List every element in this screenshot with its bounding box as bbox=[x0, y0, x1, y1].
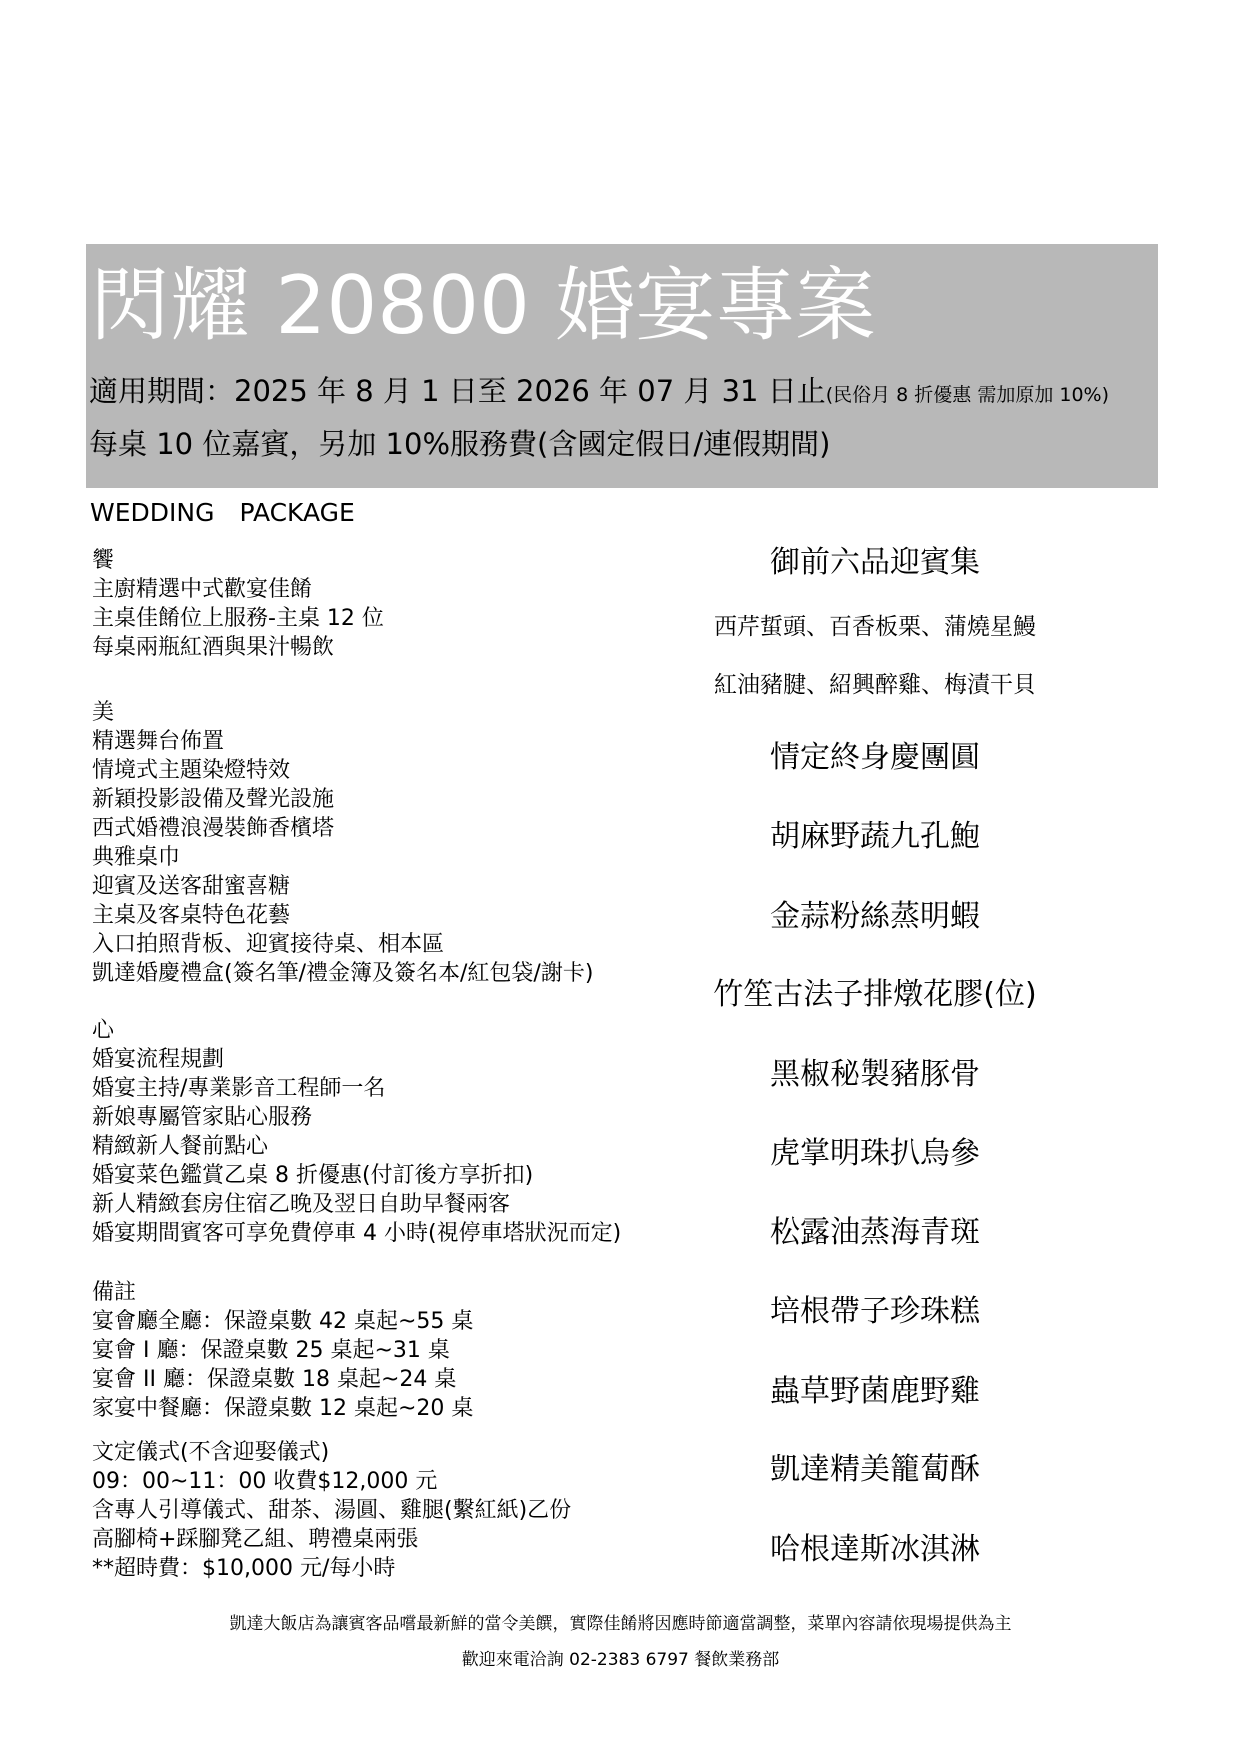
section-heading: 心 bbox=[92, 1018, 115, 1043]
footer-contact: 歡迎來電洽詢 02-2383 6797 餐飲業務部 bbox=[461, 1650, 780, 1670]
list-item: 婚宴期間賓客可享免費停車 4 小時(視停車塔狀況而定) bbox=[92, 1221, 622, 1246]
list-item: 含專人引導儀式、甜茶、湯圓、雞腿(繫紅紙)乙份 bbox=[92, 1498, 572, 1523]
section-notes bbox=[92, 1278, 473, 1423]
list-item: 宴會廳全廳：保證桌數 42 桌起~55 桌 bbox=[92, 1309, 474, 1334]
package-label: WEDDING PACKAGE bbox=[90, 498, 355, 527]
menu-dish: 情定終身慶團圓 bbox=[770, 740, 980, 775]
menu-dish: 虎掌明珠扒烏參 bbox=[770, 1136, 980, 1171]
menu-dish: 蟲草野菌鹿野雞 bbox=[770, 1374, 980, 1409]
list-item: 西式婚禮浪漫裝飾香檳塔 bbox=[92, 816, 335, 841]
menu-dish: 凱達精美籠蔔酥 bbox=[770, 1452, 980, 1487]
list-item: 主廚精選中式歡宴佳餚 bbox=[92, 577, 313, 602]
list-item: 情境式主題染燈特效 bbox=[92, 758, 291, 783]
section-heading: 文定儀式(不含迎娶儀式) bbox=[92, 1440, 330, 1465]
section-engagement bbox=[92, 1438, 571, 1583]
list-item: 入口拍照背板、迎賓接待桌、相本區 bbox=[92, 932, 445, 957]
menu-dish: 培根帶子珍珠糕 bbox=[770, 1294, 980, 1329]
section-feast bbox=[92, 546, 384, 662]
menu-dish: 金蒜粉絲蒸明蝦 bbox=[770, 899, 980, 934]
list-item: 婚宴主持/專業影音工程師一名 bbox=[92, 1076, 386, 1101]
header-banner bbox=[86, 244, 1158, 488]
section-beauty bbox=[92, 698, 593, 988]
list-item: 精緻新人餐前點心 bbox=[92, 1134, 269, 1159]
menu-dish: 松露油蒸海青斑 bbox=[770, 1215, 980, 1250]
list-item: 主桌佳餚位上服務-主桌 12 位 bbox=[92, 606, 384, 631]
validity-period-text: 適用期間：2025 年 8 月 1 日至 2026 年 07 月 31 日止 bbox=[89, 374, 826, 408]
validity-period bbox=[89, 374, 1110, 408]
menu-dish: 西芹蜇頭、百香板栗、蒲燒星鰻 bbox=[714, 614, 1036, 640]
list-item: 09：00~11：00 收費$12,000 元 bbox=[92, 1469, 438, 1494]
package-title: 閃耀 20800 婚宴專案 bbox=[90, 259, 876, 352]
list-item: 高腳椅+踩腳凳乙組、聘禮桌兩張 bbox=[92, 1527, 419, 1552]
list-item: 婚宴菜色鑑賞乙桌 8 折優惠(付訂後方享折扣) bbox=[92, 1163, 534, 1188]
list-item: 迎賓及送客甜蜜喜糖 bbox=[92, 874, 291, 899]
list-item: 家宴中餐廳：保證桌數 12 桌起~20 桌 bbox=[92, 1396, 474, 1421]
list-item: 婚宴流程規劃 bbox=[92, 1047, 225, 1072]
menu-dish: 竹笙古法子排燉花膠(位) bbox=[713, 977, 1037, 1012]
list-item: 新人精緻套房住宿乙晚及翌日自助早餐兩客 bbox=[92, 1192, 511, 1217]
footer-disclaimer: 凱達大飯店為讓賓客品嚐最新鮮的當令美饌，實際佳餚將因應時節適當調整，菜單內容請依現場提供為主 bbox=[229, 1614, 1012, 1634]
section-heart bbox=[92, 1016, 621, 1248]
menu-dish: 胡麻野蔬九孔鮑 bbox=[770, 819, 980, 854]
list-item: 精選舞台佈置 bbox=[92, 729, 225, 754]
list-item: 主桌及客桌特色花藝 bbox=[92, 903, 291, 928]
validity-period-note: (民俗月 8 折優惠 需加原加 10%) bbox=[825, 384, 1110, 406]
list-item: 凱達婚慶禮盒(簽名筆/禮金簿及簽名本/紅包袋/謝卡) bbox=[92, 961, 594, 986]
section-heading: 美 bbox=[92, 700, 115, 725]
list-item: 新穎投影設備及聲光設施 bbox=[92, 787, 335, 812]
guests-per-table: 每桌 10 位嘉賓，另加 10%服務費(含國定假日/連假期間) bbox=[89, 427, 831, 461]
menu-dish: 黑椒秘製豬豚骨 bbox=[770, 1057, 980, 1092]
section-heading: 饗 bbox=[92, 548, 115, 573]
list-item: 宴會 I 廳：保證桌數 25 桌起~31 桌 bbox=[92, 1338, 450, 1363]
list-item: 新娘專屬管家貼心服務 bbox=[92, 1105, 313, 1130]
section-heading: 備註 bbox=[92, 1280, 137, 1305]
menu-dish: 御前六品迎賓集 bbox=[770, 545, 980, 580]
list-item: 每桌兩瓶紅酒與果汁暢飲 bbox=[92, 635, 335, 660]
list-item: 典雅桌巾 bbox=[92, 845, 181, 870]
menu-dish: 紅油豬腱、紹興醉雞、梅漬干貝 bbox=[714, 672, 1036, 698]
menu-dish: 哈根達斯冰淇淋 bbox=[770, 1532, 980, 1567]
list-item: **超時費：$10,000 元/每小時 bbox=[92, 1556, 396, 1581]
list-item: 宴會 II 廳：保證桌數 18 桌起~24 桌 bbox=[92, 1367, 457, 1392]
